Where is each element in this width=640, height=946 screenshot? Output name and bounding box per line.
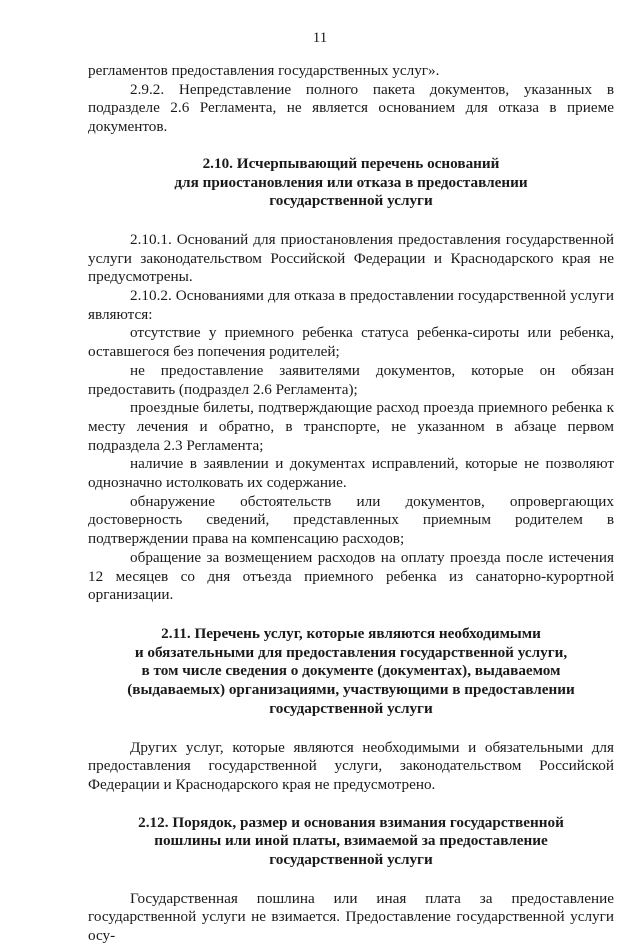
- heading-line: государственной услуги: [269, 699, 433, 717]
- heading-line: (выдаваемых) организациями, участвующими в предоставлении: [127, 681, 575, 699]
- heading-line: для приостановления или отказа в предоставлении: [174, 173, 528, 191]
- paragraph-2-11: Других услуг, которые являются необходимыми и обязательными для предоставления государственной услуги, законодательством Российской Федерации и Краснодарского края не предусмотрено.: [88, 738, 614, 793]
- heading-line: 2.10. Исчерпывающий перечень оснований: [202, 154, 500, 172]
- page-number: 11: [312, 30, 328, 46]
- list-item-refusal-reason: не предоставление заявителями документов, которые он обязан предоставить (подраздел 2.6 Регламента);: [88, 361, 614, 398]
- heading-line: пошлины или иной платы, взимаемой за предоставление: [154, 832, 548, 850]
- list-item-refusal-reason: обращение за возмещением расходов на оплату проезда после истечения 12 месяцев со дня отъезда приемного ребенка из санаторно-курортной организации.: [88, 548, 614, 604]
- list-item-refusal-reason: обнаружение обстоятельств или документов, опровергающих достоверность сведений, представленных приемным родителем в подтверждении права на компенсацию расходов;: [88, 492, 614, 548]
- list-item-refusal-reason: наличие в заявлении и документах исправлений, которые не позволяют однозначно истолковать их содержание.: [88, 455, 614, 492]
- paragraph-continuation: регламентов предоставления государственных услуг».: [88, 62, 440, 79]
- paragraph-2-10-1: 2.10.1. Оснований для приостановления предоставления государственной услуги законодательством Российской Федерации и Краснодарского края не предусмотрены.: [88, 230, 614, 286]
- heading-line: 2.12. Порядок, размер и основания взимания государственной: [138, 813, 564, 831]
- paragraph-2-9-2: 2.9.2. Непредставление полного пакета документов, указанных в подразделе 2.6 Регламента, не является основанием для отказа в приеме документов.: [88, 80, 614, 136]
- list-item-refusal-reason: проездные билеты, подтверждающие расход проезда приемного ребенка к месту лечения и обратно, в транспорте, не указанном в абзаце первом подраздела 2.3 Регламента;: [88, 399, 614, 454]
- heading-line: 2.11. Перечень услуг, которые являются необходимыми: [161, 624, 541, 642]
- paragraph-2-10-2: 2.10.2. Основаниями для отказа в предоставлении государственной услуги являются:: [88, 287, 614, 323]
- heading-line: государственной услуги: [269, 192, 433, 210]
- heading-line: государственной услуги: [269, 851, 433, 869]
- paragraph-2-12: Государственная пошлина или иная плата за предоставление государственной услуги не взимается. Предоставление государственной услуги осу-: [88, 889, 614, 945]
- heading-line: в том числе сведения о документе (документах), выдаваемом: [141, 662, 561, 680]
- heading-line: и обязательными для предоставления государственной услуги,: [134, 643, 568, 661]
- section-heading-2-10: [88, 155, 614, 211]
- section-heading-2-11: [88, 625, 614, 719]
- list-item-refusal-reason: отсутствие у приемного ребенка статуса ребенка-сироты или ребенка, оставшегося без попечения родителей;: [88, 324, 614, 361]
- document-body: [88, 62, 614, 946]
- section-heading-2-12: [88, 814, 614, 870]
